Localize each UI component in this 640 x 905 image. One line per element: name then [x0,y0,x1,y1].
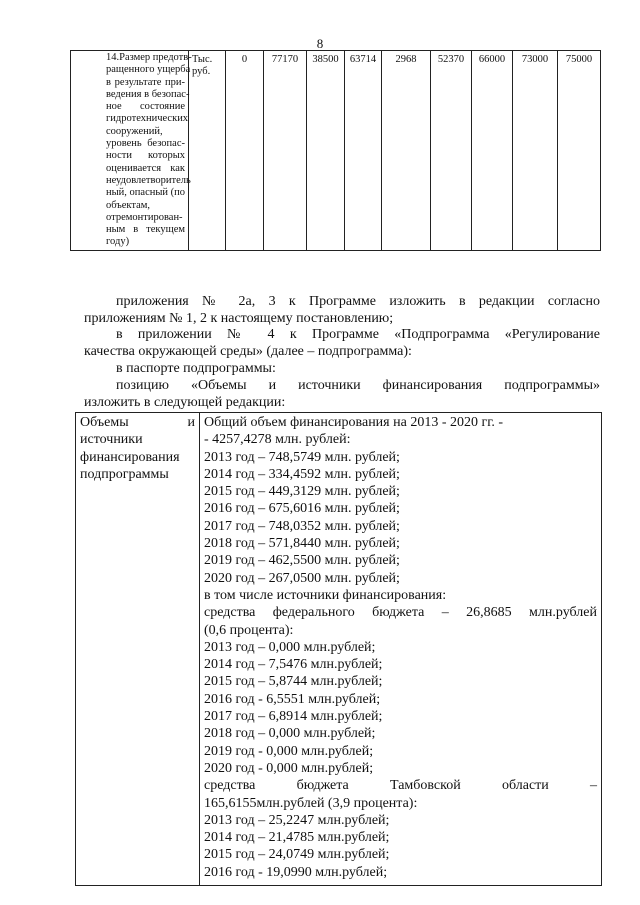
indicator-table [70,50,601,251]
indicator-line: оценивается как [106,162,185,174]
indicator-line: неудовлетворитель [106,174,191,186]
unit-cell: Тыс. руб. [189,51,226,251]
indicator-line: сооружений, [106,125,163,137]
financing-line: средства федерального бюджета – 26,8685 млн.рублей [204,605,597,621]
value-cell: 73000 [513,51,558,251]
financing-line: 165,6155млн.рублей (3,9 процента): [204,795,418,811]
paragraph-position [84,378,600,411]
label-line: Объемы и [80,415,195,430]
indicator-row [71,51,601,251]
paragraph-line: приложениям № 1, 2 к настоящему постановлению; [84,310,394,326]
value-cell: 75000 [558,51,601,251]
paragraph-line: качества окружающей среды» (далее – подпрограмма): [84,343,412,359]
financing-line: 2019 год – 462,5500 млн. рублей; [204,553,400,569]
financing-line: 2017 год – 6,8914 млн.рублей; [204,709,383,725]
indicator-line: ным в текущем [106,224,185,236]
value-cell: 2968 [382,51,431,251]
paragraph-line: изложить в следующей редакции: [84,394,286,410]
financing-line: 2013 год – 748,5749 млн. рублей; [204,449,400,465]
financing-row [76,413,602,886]
financing-table [75,412,602,886]
financing-line: 2019 год - 0,000 млн.рублей; [204,743,374,759]
page-number: 8 [316,36,324,51]
indicator-line: ращенного ущерба [106,64,191,76]
paragraph-line: приложения № 2а, 3 к Программе изложить в редакции согласно [116,294,600,309]
indicator-line: ное состояние [106,101,185,113]
financing-line: (0,6 процента): [204,622,294,638]
financing-line: 2013 год – 0,000 млн.рублей; [204,639,376,655]
financing-line: 2018 год – 571,8440 млн. рублей; [204,536,400,552]
indicator-line: ведения в безопас- [106,88,190,100]
financing-line: 2020 год – 267,0500 млн. рублей; [204,570,400,586]
label-line: финансирования [80,449,180,465]
indicator-line: году) [106,236,130,248]
value-cell: 0 [226,51,264,251]
financing-line: 2016 год – 675,6016 млн. рублей; [204,501,400,517]
indicator-line: объектам, [106,199,151,211]
financing-line: 2017 год – 748,0352 млн. рублей; [204,518,400,534]
financing-line: 2020 год - 0,000 млн.рублей; [204,760,374,776]
indicator-line: 14.Размер предотв- [106,52,192,63]
label-line: источники [80,432,143,448]
paragraph-line: позицию «Объемы и источники финансирования подпрограммы» [116,378,600,393]
financing-line: 2015 год – 24,0749 млн.рублей; [204,847,390,863]
financing-line: 2014 год – 7,5476 млн.рублей; [204,657,383,673]
financing-line: 2013 год – 25,2247 млн.рублей; [204,812,390,828]
financing-line: 2014 год – 334,4592 млн. рублей; [204,466,400,482]
financing-content-cell [200,413,602,886]
financing-line: - 4257,4278 млн. рублей: [204,432,351,448]
indicator-line: уровень безопас- [106,138,185,150]
indicator-name-cell [71,51,192,251]
financing-line: 2015 год – 449,3129 млн. рублей; [204,484,400,500]
financing-line: средства бюджета Тамбовской области – [204,778,597,794]
financing-label-cell [76,413,200,886]
indicator-line: в результате при- [106,76,185,88]
indicator-line: ный, опасный (по [106,187,186,199]
value-cell: 63714 [345,51,382,251]
indicator-line: ности которых [106,150,185,162]
financing-line: 2016 год - 19,0990 млн.рублей; [204,864,388,880]
value-cell: 77170 [264,51,307,251]
paragraph-line: в паспорте подпрограммы: [116,361,276,376]
indicator-line: отремонтирован- [106,211,183,223]
value-cell: 38500 [307,51,345,251]
financing-line: 2016 год - 6,5551 млн.рублей; [204,691,381,707]
paragraph-line: в приложении № 4 к Программе «Подпрограмма «Регулирование [116,327,600,342]
label-line: подпрограммы [80,466,169,482]
paragraph-appendix-2a-3 [84,294,600,327]
paragraph-passport [84,361,600,378]
value-cell: 52370 [431,51,472,251]
financing-line: 2015 год – 5,8744 млн.рублей; [204,674,383,690]
financing-line: в том числе источники финансирования: [204,587,447,603]
financing-line: Общий объем финансирования на 2013 - 2020 гг. - [204,415,504,430]
financing-line: 2014 год – 21,4785 млн.рублей; [204,830,390,846]
paragraph-appendix-4 [84,327,600,360]
value-cell: 66000 [472,51,513,251]
financing-line: 2018 год – 0,000 млн.рублей; [204,726,376,742]
indicator-line: гидротехнических [106,113,189,125]
